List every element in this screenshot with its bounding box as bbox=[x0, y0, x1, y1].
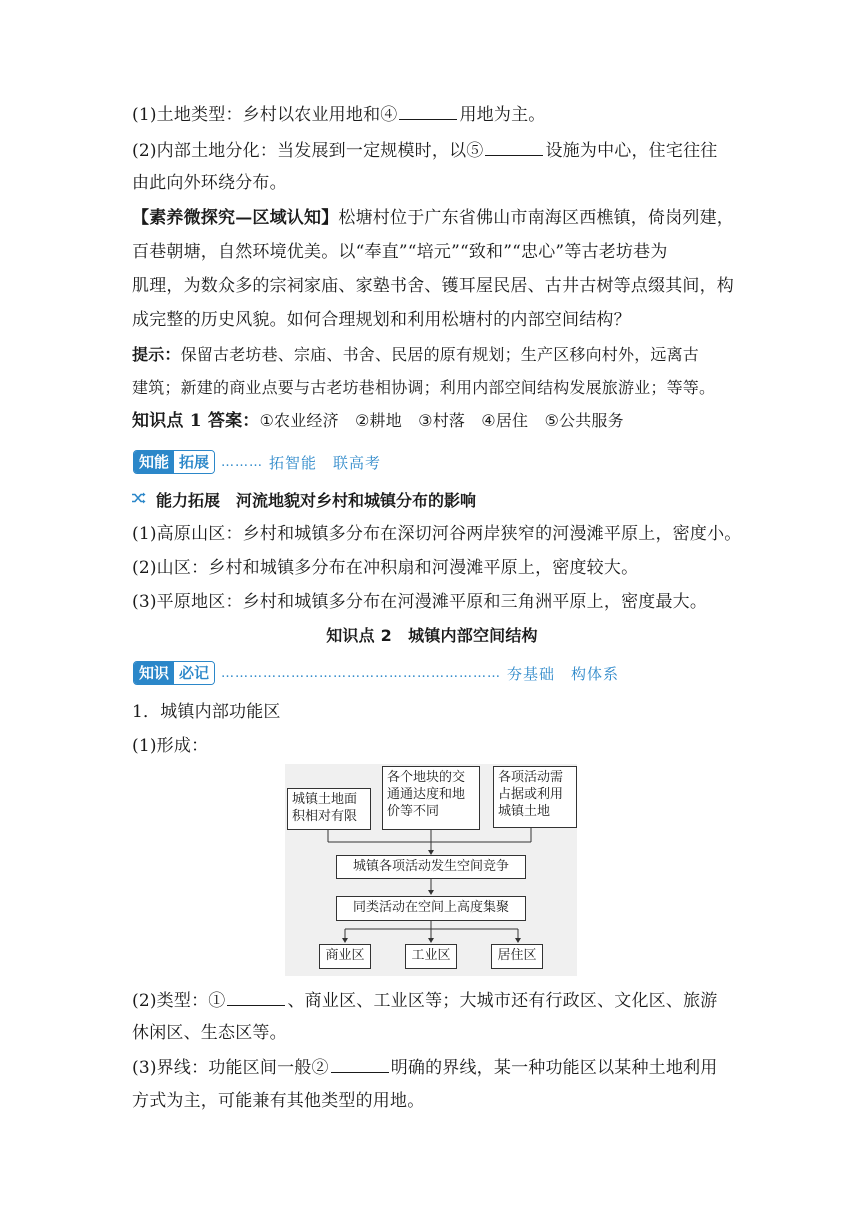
ability-item-1: (1)高原山区：乡村和城镇多分布在深切河谷两岸狭窄的河漫滩平原上，密度小。 bbox=[132, 524, 742, 544]
heading-formation: (1)形成： bbox=[132, 736, 209, 756]
hint-heading: 提示： bbox=[132, 345, 181, 364]
banner-tag: 知能 拓展 bbox=[133, 450, 215, 474]
banner-knowledge-memorize bbox=[133, 661, 619, 685]
banner-tag: 知识 必记 bbox=[133, 661, 215, 685]
explore-line-4: 成完整的历史风貌。如何合理规划和利用松塘村的内部空间结构？ bbox=[132, 310, 631, 330]
banner-knowledge-expansion bbox=[133, 450, 381, 474]
types-line-2: 休闲区、生态区等。 bbox=[132, 1023, 287, 1043]
flow-box-space-competition: 城镇各项活动发生空间竞争 bbox=[336, 855, 526, 879]
hint-line-2: 建筑；新建的商业点要与古老坊巷相协调；利用内部空间结构发展旅游业；等等。 bbox=[132, 378, 716, 397]
flow-box-industrial-zone: 工业区 bbox=[405, 944, 457, 969]
boundary-line-2: 方式为主，可能兼有其他类型的用地。 bbox=[132, 1091, 425, 1111]
flow-box-land-limited: 城镇土地面积相对有限 bbox=[287, 788, 371, 830]
flow-box-activities-land: 各项活动需占据或利用城镇土地 bbox=[493, 766, 577, 828]
ability-item-3: (3)平原地区：乡村和城镇多分布在河漫滩平原和三角洲平原上，密度最大。 bbox=[132, 592, 708, 612]
answer-line: 知识点 1 答案：①农业经济 ②耕地 ③村落 ④居住 ⑤公共服务 bbox=[132, 411, 624, 431]
explore-line-1: 【素养微探究—区域认知】松塘村位于广东省佛山市南海区西樵镇，倚岗列建， bbox=[132, 208, 735, 228]
land-division-line: (2)内部土地分化：当发展到一定规模时，以⑤ 设施为中心，住宅往往 bbox=[132, 141, 718, 161]
banner-slogan: 夯基础 构体系 bbox=[507, 664, 620, 683]
banner-dots: …………………………………………………… bbox=[221, 665, 502, 681]
flow-box-commercial-zone: 商业区 bbox=[319, 944, 371, 969]
fill-blank bbox=[399, 103, 457, 120]
formation-flowchart bbox=[285, 764, 577, 976]
section-2-title: 知识点 2 城镇内部空间结构 bbox=[326, 626, 538, 645]
land-division-line-2: 由此向外环绕分布。 bbox=[132, 173, 287, 193]
explore-line-2: 百巷朝塘，自然环境优美。以“奉直”“培元”“致和”“忠心”等古老坊巷为 bbox=[132, 242, 668, 262]
fill-blank bbox=[227, 989, 285, 1006]
flow-box-residential-zone: 居住区 bbox=[491, 944, 543, 969]
explore-heading: 【素养微探究—区域认知】 bbox=[132, 208, 339, 228]
flow-box-agglomeration: 同类活动在空间上高度集聚 bbox=[336, 896, 526, 921]
banner-dots: ……… bbox=[221, 454, 264, 470]
hint-line-1: 提示：保留古老坊巷、宗庙、书舍、民居的原有规划；生产区移向村外，远离古 bbox=[132, 345, 700, 364]
land-type-line: (1)土地类型：乡村以农业用地和④ 用地为主。 bbox=[132, 105, 546, 125]
answer-heading: 知识点 1 答案： bbox=[132, 411, 260, 431]
fill-blank bbox=[331, 1056, 389, 1073]
explore-line-3: 肌理，为数众多的宗祠家庙、家塾书舍、镬耳屋民居、古井古树等点缀其间，构 bbox=[132, 276, 734, 296]
banner-slogan: 拓智能 联高考 bbox=[269, 453, 382, 472]
types-line-1: (2)类型：① 、商业区、工业区等；大城市还有行政区、文化区、旅游 bbox=[132, 991, 718, 1011]
flow-box-accessibility-price: 各个地块的交通通达度和地价等不同 bbox=[382, 766, 480, 830]
ability-heading: 能力拓展 河流地貌对乡村和城镇分布的影响 bbox=[132, 488, 476, 511]
boundary-line-1: (3)界线：功能区间一般② 明确的界线，某一种功能区以某种土地利用 bbox=[132, 1058, 718, 1078]
fill-blank bbox=[485, 139, 543, 156]
ability-item-2: (2)山区：乡村和城镇多分布在冲积扇和河漫滩平原上，密度较大。 bbox=[132, 558, 639, 578]
heading-functional-zones: 1．城镇内部功能区 bbox=[132, 702, 281, 722]
shuffle-icon bbox=[132, 492, 146, 508]
